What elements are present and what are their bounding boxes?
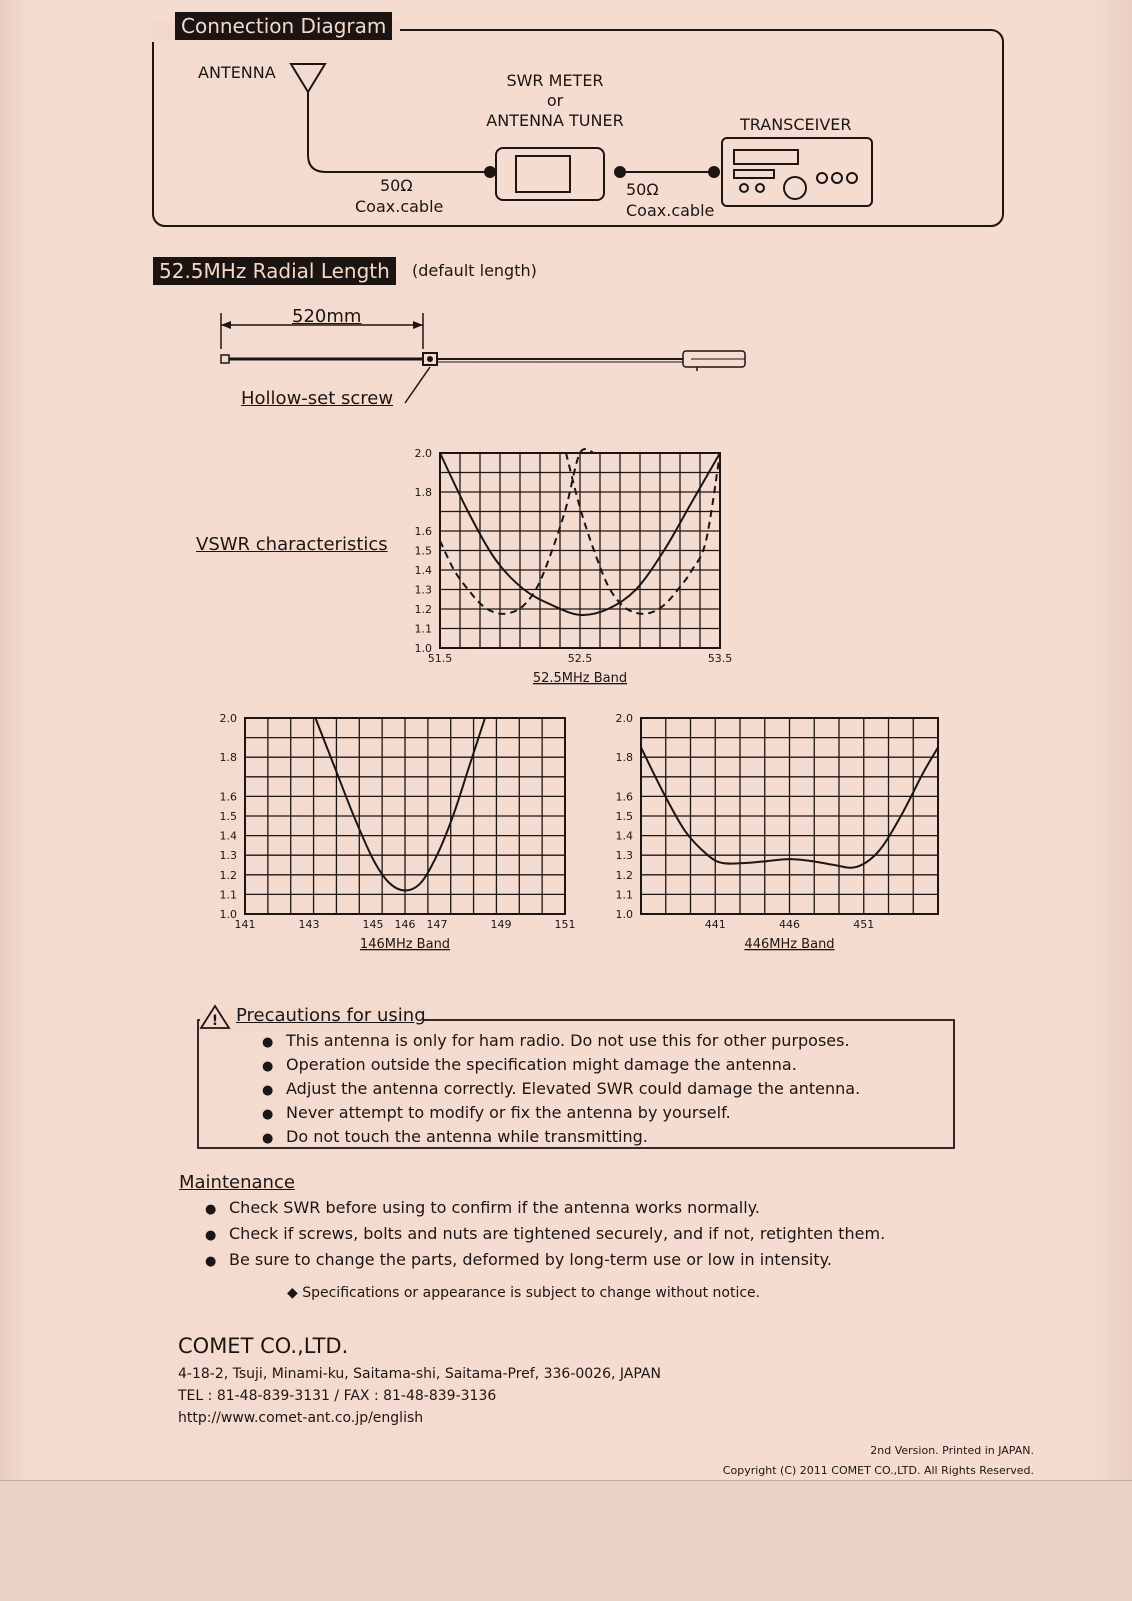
y-tick-label: 1.2 bbox=[615, 868, 633, 882]
x-axis-label: 52.5MHz Band bbox=[532, 671, 628, 686]
list-item: ● This antenna is only for ham radio. Do not use this for other purposes. bbox=[262, 1030, 860, 1054]
maintenance-list bbox=[205, 1196, 885, 1274]
y-tick-label: 2.0 bbox=[615, 712, 633, 725]
y-tick-label: 1.8 bbox=[615, 751, 633, 765]
antenna-label: ANTENNA bbox=[198, 63, 276, 82]
y-tick-label: 1.5 bbox=[414, 544, 432, 558]
list-item: ● Never attempt to modify or fix the antenna by yourself. bbox=[262, 1102, 860, 1126]
swr-meter-label: SWR METER bbox=[506, 71, 604, 90]
y-tick-label: 1.4 bbox=[615, 829, 633, 843]
x-axis-label: 146MHz Band bbox=[359, 937, 451, 952]
vswr-chart-446mhz bbox=[606, 712, 946, 974]
y-tick-label: 1.1 bbox=[615, 888, 633, 902]
swr-meter-icon bbox=[496, 148, 604, 200]
svg-text:!: ! bbox=[211, 1013, 219, 1029]
x-tick-label: 53.5 bbox=[707, 652, 733, 665]
y-tick-label: 1.8 bbox=[414, 486, 432, 499]
y-tick-label: 1.0 bbox=[615, 908, 633, 921]
y-tick-label: 1.2 bbox=[219, 868, 237, 882]
y-tick-label: 1.4 bbox=[414, 564, 432, 577]
coax-cable-1 bbox=[308, 155, 490, 172]
vswr-chart-146mhz bbox=[190, 712, 576, 974]
x-tick-label: 151 bbox=[554, 918, 576, 931]
x-tick-label: 146 bbox=[394, 918, 416, 931]
connector-dot bbox=[484, 166, 496, 178]
version-note: 2nd Version. Printed in JAPAN. bbox=[870, 1444, 1034, 1457]
antenna-tuner-label: ANTENNA TUNER bbox=[486, 111, 624, 130]
transceiver-label: TRANSCEIVER bbox=[740, 115, 852, 134]
company-phone-fax: TEL : 81-48-839-3131 / FAX : 81-48-839-3136 bbox=[178, 1388, 497, 1404]
radial-rod bbox=[221, 351, 745, 371]
x-tick-label: 441 bbox=[704, 918, 726, 931]
screw-pointer bbox=[405, 367, 430, 403]
precautions-title: Precautions for using bbox=[236, 1005, 426, 1026]
y-tick-label: 1.1 bbox=[414, 622, 432, 636]
default-length-note: (default length) bbox=[412, 261, 537, 280]
or-label: or bbox=[546, 91, 564, 110]
x-tick-label: 147 bbox=[426, 918, 448, 931]
y-tick-label: 1.6 bbox=[414, 525, 432, 538]
y-tick-label: 2.0 bbox=[219, 712, 237, 725]
vswr-characteristics-label: VSWR characteristics bbox=[196, 534, 388, 555]
x-tick-label: 145 bbox=[362, 918, 384, 931]
spec-change-notice: ◆ Specifications or appearance is subject to change without notice. bbox=[287, 1285, 761, 1301]
y-tick-label: 1.0 bbox=[219, 908, 237, 921]
x-tick-label: 51.5 bbox=[427, 652, 453, 665]
x-tick-label: 52.5 bbox=[567, 652, 593, 665]
x-tick-label: 149 bbox=[490, 918, 512, 931]
y-tick-label: 1.2 bbox=[414, 603, 432, 616]
company-name: COMET CO.,LTD. bbox=[178, 1334, 349, 1358]
y-tick-label: 1.8 bbox=[219, 751, 237, 765]
radial-length-dimension: 520mm bbox=[292, 306, 362, 327]
connector-dot bbox=[708, 166, 720, 178]
antenna-icon bbox=[291, 64, 325, 155]
list-item: ● Operation outside the specification might damage the antenna. bbox=[262, 1054, 860, 1078]
list-item: ● Adjust the antenna correctly. Elevated SWR could damage the antenna. bbox=[262, 1078, 860, 1102]
x-axis-label: 446MHz Band bbox=[744, 937, 835, 952]
precautions-list bbox=[262, 1030, 860, 1150]
radial-length-title: 52.5MHz Radial Length bbox=[153, 257, 396, 285]
y-tick-label: 1.6 bbox=[615, 790, 633, 804]
y-tick-label: 1.1 bbox=[219, 888, 237, 902]
vswr-curve bbox=[315, 718, 485, 890]
y-tick-label: 1.5 bbox=[219, 810, 237, 823]
cable2-impedance: 50Ω bbox=[626, 180, 659, 199]
list-item: ● Do not touch the antenna while transmitting. bbox=[262, 1126, 860, 1150]
vswr-chart-52mhz bbox=[395, 448, 740, 703]
copyright-note: Copyright (C) 2011 COMET CO.,LTD. All Rights Reserved. bbox=[722, 1464, 1034, 1477]
y-tick-label: 1.5 bbox=[615, 810, 633, 823]
x-tick-label: 451 bbox=[853, 918, 875, 931]
x-tick-label: 143 bbox=[298, 918, 320, 931]
x-tick-label: 446 bbox=[779, 918, 800, 931]
connection-diagram-title: Connection Diagram bbox=[175, 12, 392, 40]
cable1-impedance: 50Ω bbox=[380, 176, 413, 195]
x-tick-label: 141 bbox=[234, 918, 256, 931]
company-website: http://www.comet-ant.co.jp/english bbox=[178, 1410, 424, 1426]
list-item: ● Check SWR before using to confirm if the antenna works normally. bbox=[205, 1196, 885, 1222]
cable1-type: Coax.cable bbox=[355, 197, 444, 216]
cable2-type: Coax.cable bbox=[626, 201, 715, 220]
y-tick-label: 1.4 bbox=[219, 829, 237, 843]
company-address: 4-18-2, Tsuji, Minami-ku, Saitama-shi, Saitama-Pref, 336-0026, JAPAN bbox=[178, 1366, 661, 1382]
y-tick-label: 1.3 bbox=[219, 849, 237, 863]
scan-bottom-strip bbox=[0, 1480, 1132, 1601]
maintenance-title: Maintenance bbox=[179, 1172, 295, 1193]
list-item: ● Check if screws, bolts and nuts are tightened securely, and if not, retighten them. bbox=[205, 1222, 885, 1248]
y-tick-label: 2.0 bbox=[414, 447, 432, 460]
hollow-set-screw-label: Hollow-set screw bbox=[241, 388, 394, 409]
y-tick-label: 1.3 bbox=[615, 849, 633, 863]
y-tick-label: 1.3 bbox=[414, 583, 432, 597]
transceiver-icon bbox=[722, 138, 872, 206]
y-tick-label: 1.6 bbox=[219, 790, 237, 804]
y-tick-label: 1.0 bbox=[414, 642, 432, 655]
list-item: ● Be sure to change the parts, deformed by long-term use or low in intensity. bbox=[205, 1248, 885, 1274]
